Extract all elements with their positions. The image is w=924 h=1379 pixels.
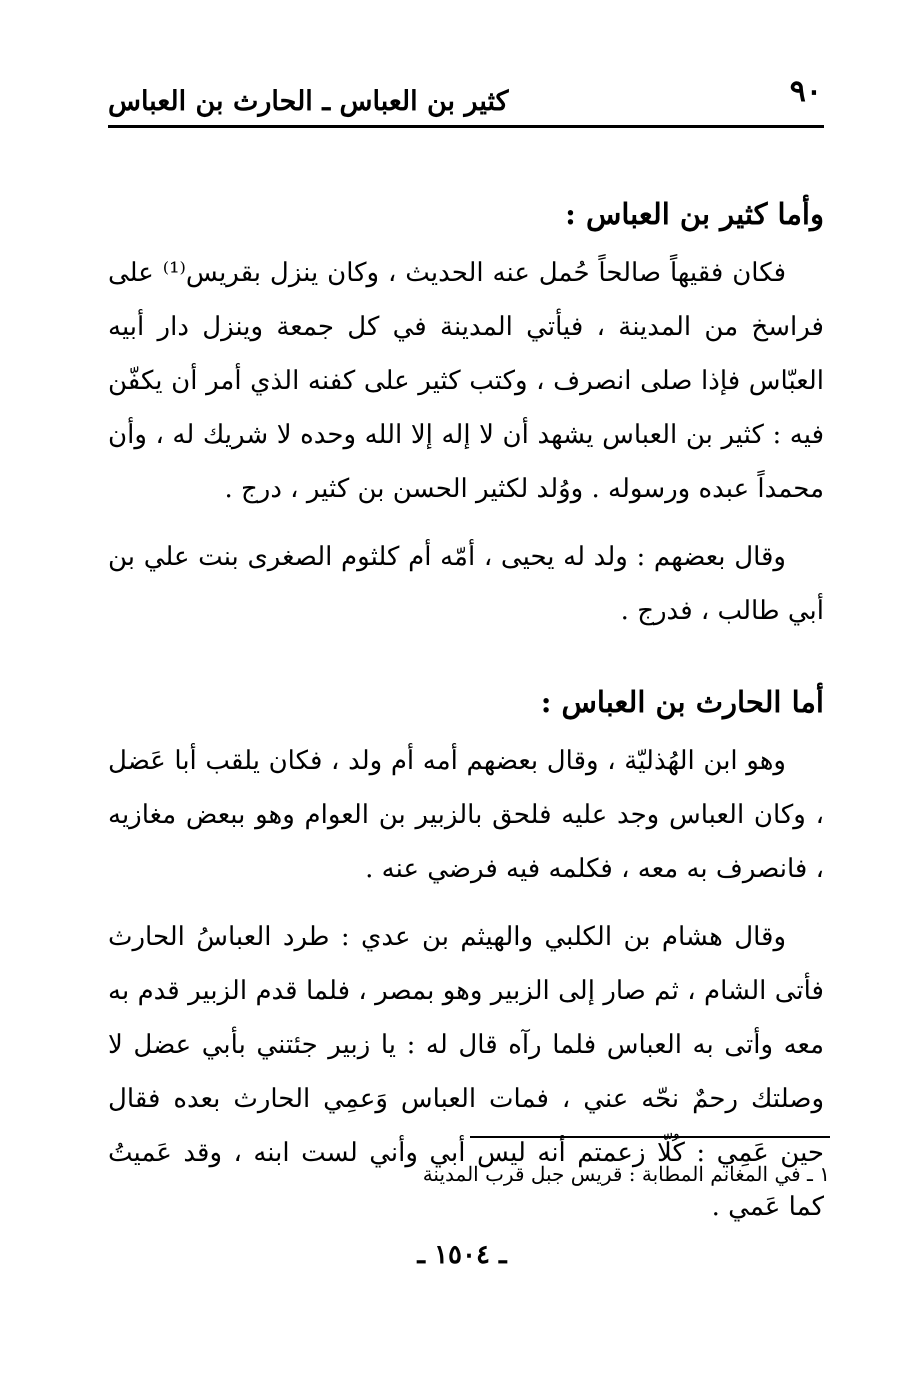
paragraph: فكان فقيهاً صالحاً حُمل عنه الحديث ، وكان ينزل بقريس⁽¹⁾ على فراسخ من المدينة ، فيأتي المدينة في كل جمعة وينزل دار أبيه العبّاس فإذا صلى انصرف ، وكتب كثير على كفنه الذي أمر أن يكفّن فيه : كثير بن العباس يشهد أن لا إله إلا الله وحده لا شريك له ، وأن محمداً عبده ورسوله . ووُلد لكثير الحسن بن كثير ، درج . <box>108 258 824 504</box>
section-heading: أما الحارث بن العباس : <box>540 685 824 719</box>
paragraph: وقال هشام بن الكلبي والهيثم بن عدي : طرد العباسُ الحارث فأتى الشام ، ثم صار إلى الزبير وهو بمصر ، فلما قدم الزبير قدم به معه وأتى به العباس فلما رآه قال له : يا زبير جئتني بأبي عضل لا وصلتك رحمٌ نحّه عني ، فمات العباس وَعمِي الحارث بعده فقال حين عَمِي : كُلّا زعمتم أنه ليس أبي وأني لست ابنه ، وقد عَميتُ كما عَمي . <box>108 922 824 1222</box>
header-page-number: ٩٠ <box>789 74 822 109</box>
section-harith <box>108 678 824 1234</box>
page-body <box>108 190 824 1248</box>
paragraph: وقال بعضهم : ولد له يحيى ، أمّه أم كلثوم الصغرى بنت علي بن أبي طالب ، فدرج . <box>108 542 824 626</box>
section-heading: وأما كثير بن العباس : <box>565 197 824 231</box>
page-folio: ـ ١٥٠٤ ـ <box>417 1240 507 1270</box>
header-title: كثير بن العباس ـ الحارث بن العباس <box>108 86 509 117</box>
section-kathir <box>108 190 824 638</box>
paragraph: وهو ابن الهُذليّة ، وقال بعضهم أمه أم ولد ، فكان يلقب أبا عَضل ، وكان العباس وجد عليه فلحق بالزبير بن العوام وهو ببعض مغازيه ، فانصرف به معه ، فكلمه فيه فرضي عنه . <box>108 746 824 884</box>
footnote-divider <box>470 1136 830 1138</box>
running-header <box>108 72 824 128</box>
footnote: ١ ـ في المغانم المطابة : قريس جبل قرب المدينة <box>422 1162 830 1186</box>
